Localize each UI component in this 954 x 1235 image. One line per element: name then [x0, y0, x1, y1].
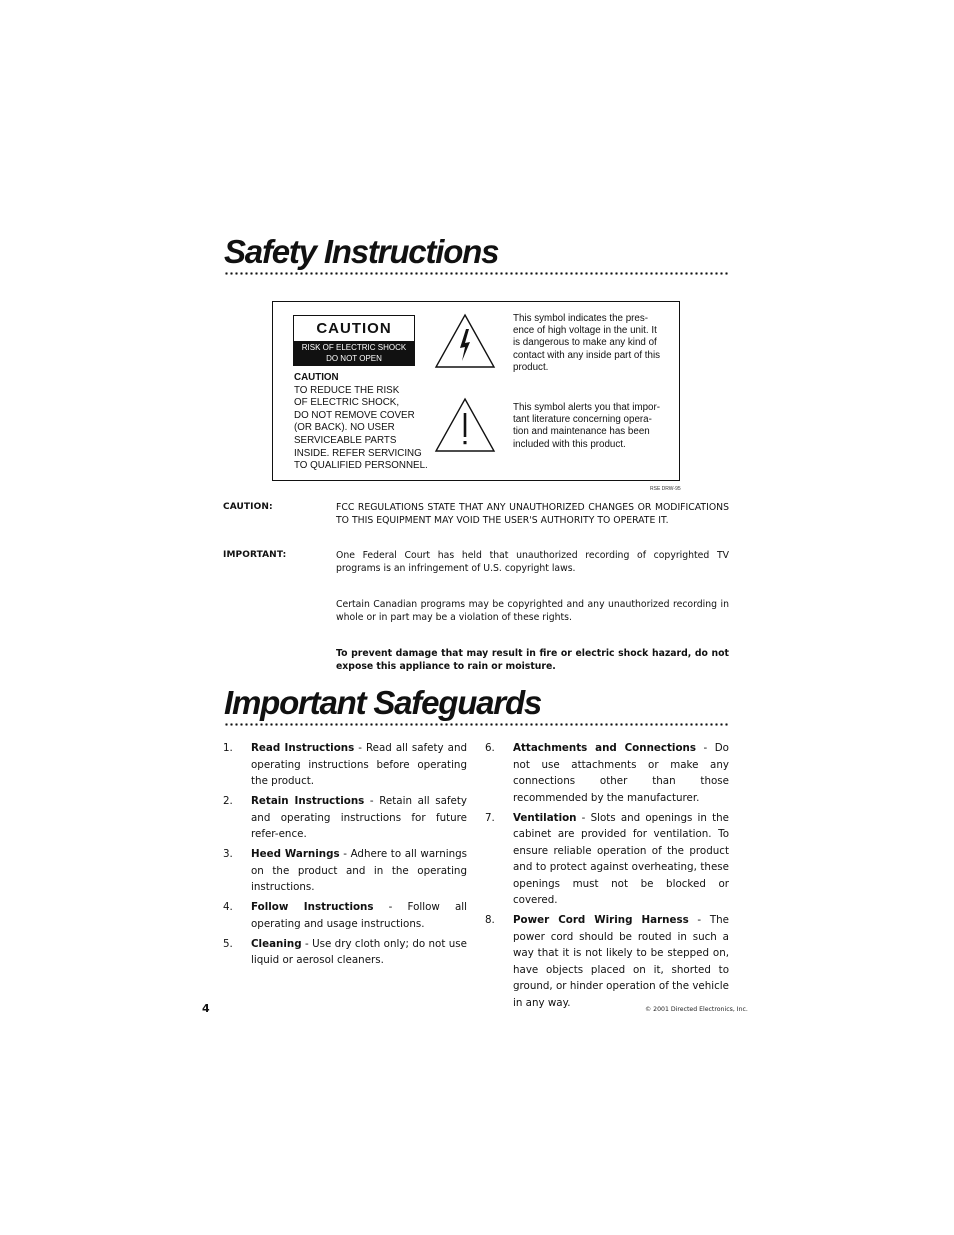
item-text: - Slots and openings in the cabinet are provided for ventilation. To ensure reliable operation of the product and to protect against overheating, these openings must not be blocked or covered.: [513, 811, 729, 906]
exclamation-symbol-text: [513, 402, 669, 451]
item-term: Power Cord Wiring Harness: [513, 914, 689, 926]
caution-text-line: TO QUALIFIED PERSONNEL.: [294, 460, 428, 472]
caution-label-line1: RISK OF ELECTRIC SHOCK: [301, 343, 407, 352]
caution-notice-text: FCC REGULATIONS STATE THAT ANY UNAUTHORIZED CHANGES OR MODIFICATIONS TO THIS EQUIPMENT MAY VOID THE USER'S AUTHORITY TO OPERATE IT.: [336, 502, 729, 527]
moisture-warning-text: To prevent damage that may result in fire or electric shock hazard, do not expose this appliance to rain or moisture.: [336, 648, 729, 673]
dotted-divider: [224, 723, 730, 726]
item-text: - Adhere to all warnings on the product and in the operating instructions.: [251, 848, 468, 893]
lightning-triangle-icon: [433, 312, 497, 370]
item-term: Retain Instructions: [251, 795, 365, 807]
exclamation-text-line: This symbol alerts you that impor-: [513, 402, 661, 413]
important-notice-text-1: One Federal Court has held that unauthorized recording of copyrighted TV programs is an infringement of U.S. copyright laws.: [336, 550, 729, 575]
safeguards-list-right: [485, 740, 729, 1015]
list-item: [223, 740, 467, 790]
caution-label-line2: DO NOT OPEN: [326, 354, 382, 363]
item-term: Attachments and Connections: [513, 742, 696, 754]
item-text: - Use dry cloth only; do not use liquid or aerosol cleaners.: [251, 937, 467, 966]
dotted-divider: [224, 272, 730, 275]
caution-text-line: DO NOT REMOVE COVER: [294, 409, 415, 421]
caution-text-title: CAUTION: [294, 372, 339, 383]
list-item: [485, 912, 729, 1011]
caution-text-line: TO REDUCE THE RISK: [294, 384, 400, 396]
important-notice-text-2: Certain Canadian programs may be copyrighted and any unauthorized recording in whole or in part may be a violation of these rights.: [336, 599, 729, 624]
safety-heading: Safety Instructions: [224, 233, 499, 270]
item-text: - Do not use attachments or make any connections other than those recommended by the manufacturer.: [513, 742, 729, 804]
list-item: [223, 846, 467, 896]
item-number: 6.: [485, 742, 495, 754]
list-item: [223, 936, 467, 969]
item-number: 3.: [223, 848, 233, 860]
copyright-text: © 2001 Directed Electronics, Inc.: [645, 1006, 748, 1013]
list-item: [223, 793, 467, 843]
item-term: Ventilation: [513, 811, 577, 824]
caution-label-banner: [294, 341, 414, 365]
item-text: - Retain all safety and operating instructions for future refer-ence.: [251, 795, 467, 840]
caution-notice-label: CAUTION:: [223, 502, 273, 512]
list-item: [485, 810, 729, 909]
item-number: 2.: [223, 795, 233, 807]
caution-text-line: OF ELECTRIC SHOCK,: [294, 397, 400, 409]
lightning-text-line: ence of high voltage in the unit. It: [513, 325, 657, 337]
lightning-text-line: product.: [513, 361, 549, 373]
lightning-text-line: This symbol indicates the pres-: [513, 313, 649, 324]
item-term: Follow Instructions: [251, 901, 374, 913]
important-notice-label: IMPORTANT:: [223, 550, 287, 560]
item-text: - The power cord should be routed in such a way that it is not likely to be stepped on, have objects placed on it, shorted to ground, or hinder operation of the vehicle in any way.: [513, 914, 729, 1009]
item-number: 4.: [223, 901, 233, 913]
caution-text: [294, 372, 434, 473]
exclamation-triangle-icon: [433, 396, 497, 454]
lightning-text-line: contact with any inside part of this: [513, 349, 661, 361]
caution-panel: [272, 301, 680, 481]
list-item: [485, 740, 729, 806]
exclamation-text-line: included with this product.: [513, 438, 626, 450]
item-text: - Read all safety and operating instructions before operating the product.: [251, 742, 468, 787]
item-number: 1.: [223, 742, 233, 754]
lightning-text-line: is dangerous to make any kind of: [513, 337, 657, 349]
item-term: Heed Warnings: [251, 848, 340, 860]
item-number: 7.: [485, 811, 495, 824]
caution-label-title: CAUTION: [316, 320, 392, 337]
safeguards-heading: Important Safeguards: [224, 684, 542, 721]
exclamation-text-line: tion and maintenance has been: [513, 426, 650, 438]
page-number: 4: [202, 1002, 210, 1015]
safeguards-list-left: [223, 740, 467, 972]
exclamation-text-line: tant literature concerning opera-: [513, 414, 652, 426]
caution-text-line: INSIDE. REFER SERVICING: [294, 447, 422, 459]
item-term: Cleaning: [251, 937, 302, 950]
item-term: Read Instructions: [251, 742, 355, 754]
item-number: 5.: [223, 937, 233, 950]
item-number: 8.: [485, 914, 495, 926]
caution-text-line: SERVICEABLE PARTS: [294, 434, 397, 446]
caution-text-line: (OR BACK). NO USER: [294, 422, 395, 434]
caution-label: [293, 315, 415, 366]
list-item: [223, 899, 467, 932]
lightning-symbol-text: [513, 313, 669, 374]
item-text: - Follow all operating and usage instructions.: [251, 901, 467, 930]
figure-code: RSE DRW-95: [650, 486, 681, 492]
